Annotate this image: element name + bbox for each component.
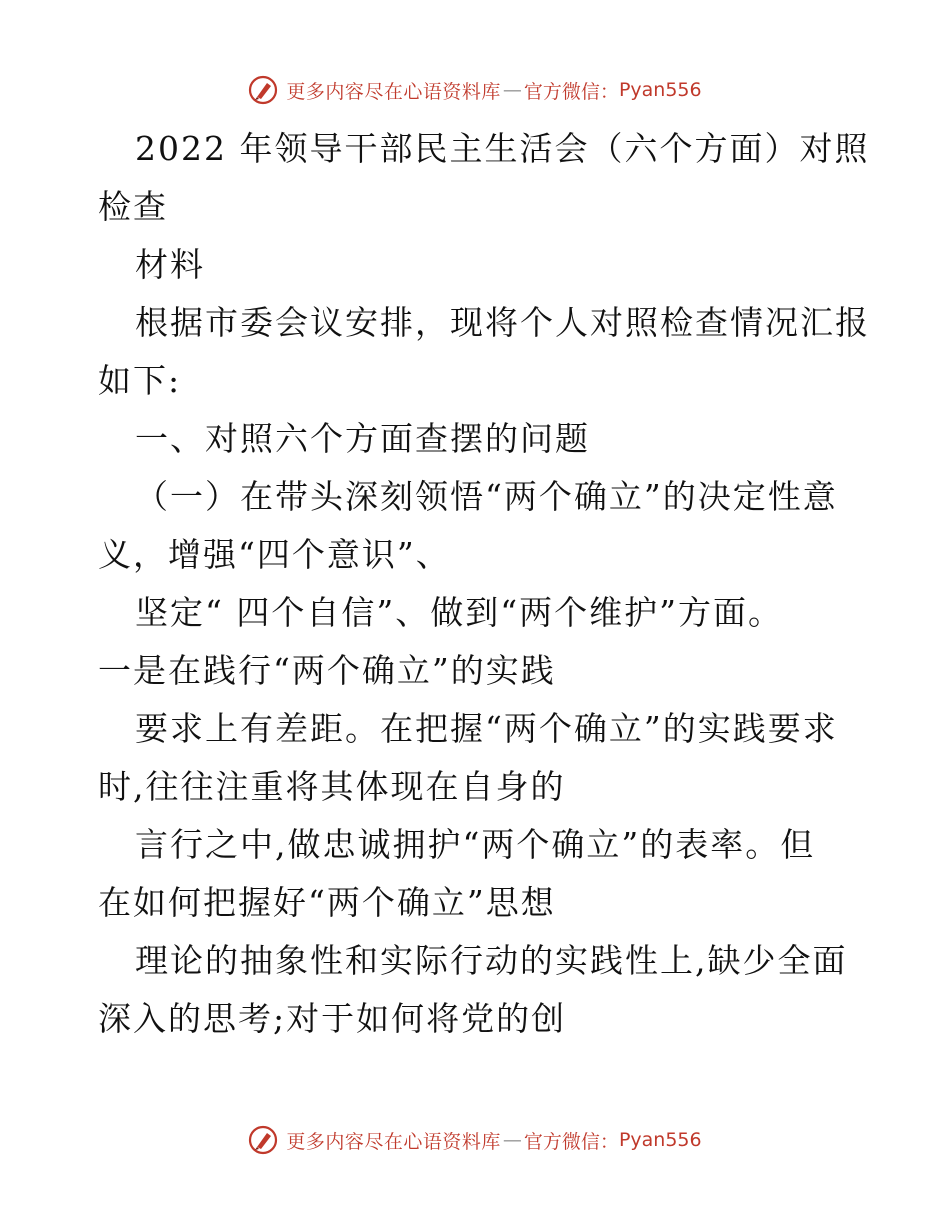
text-line: 2022 年领导干部民主生活会（六个方面）对照 xyxy=(135,129,870,168)
text-line: 深入的思考;对于如何将党的创 xyxy=(98,999,567,1038)
watermark-wechat-label: 官方微信： xyxy=(523,80,619,103)
text-line: 理论的抽象性和实际行动的实践性上,缺少全面 xyxy=(135,941,848,980)
watermark-wechat-label: 官方微信： xyxy=(523,1130,619,1153)
text-line: 在如何把握好“两个确立”思想 xyxy=(98,883,556,922)
watermark-wechat-id: Pyan556 xyxy=(618,1129,702,1151)
text-line: 要求上有差距。在把握“两个确立”的实践要求 xyxy=(135,709,838,748)
text-line: 坚定“ 四个自信”、做到“两个维护”方面。 xyxy=(135,593,783,632)
text-line: （一）在带头深刻领悟“两个确立”的决定性意 xyxy=(135,477,838,516)
watermark-wechat-id: Pyan556 xyxy=(618,79,702,101)
watermark-footer xyxy=(0,1120,950,1160)
watermark-header xyxy=(0,70,950,110)
text-line: 检查 xyxy=(98,187,168,226)
text-line: 时,往往注重将其体现在自身的 xyxy=(98,767,566,806)
pen-nib-logo-icon xyxy=(248,1125,278,1155)
document-body xyxy=(98,120,870,1048)
watermark-site-text: 更多内容尽在心语资料库 xyxy=(286,80,501,103)
text-line: 义，增强“四个意识”、 xyxy=(98,535,451,574)
watermark-separator: — xyxy=(502,1129,522,1151)
pen-nib-logo-icon xyxy=(248,75,278,105)
text-line: 言行之中,做忠诚拥护“两个确立”的表率。但 xyxy=(135,825,816,864)
text-line: 如下: xyxy=(98,361,182,400)
watermark-site-text: 更多内容尽在心语资料库 xyxy=(286,1130,501,1153)
text-line: 材料 xyxy=(135,245,205,284)
text-line: 根据市委会议安排，现将个人对照检查情况汇报 xyxy=(135,303,870,342)
text-line: 一是在践行“两个确立”的实践 xyxy=(98,651,556,690)
watermark-separator: — xyxy=(502,79,522,101)
text-line: 一、对照六个方面查摆的问题 xyxy=(135,419,590,458)
